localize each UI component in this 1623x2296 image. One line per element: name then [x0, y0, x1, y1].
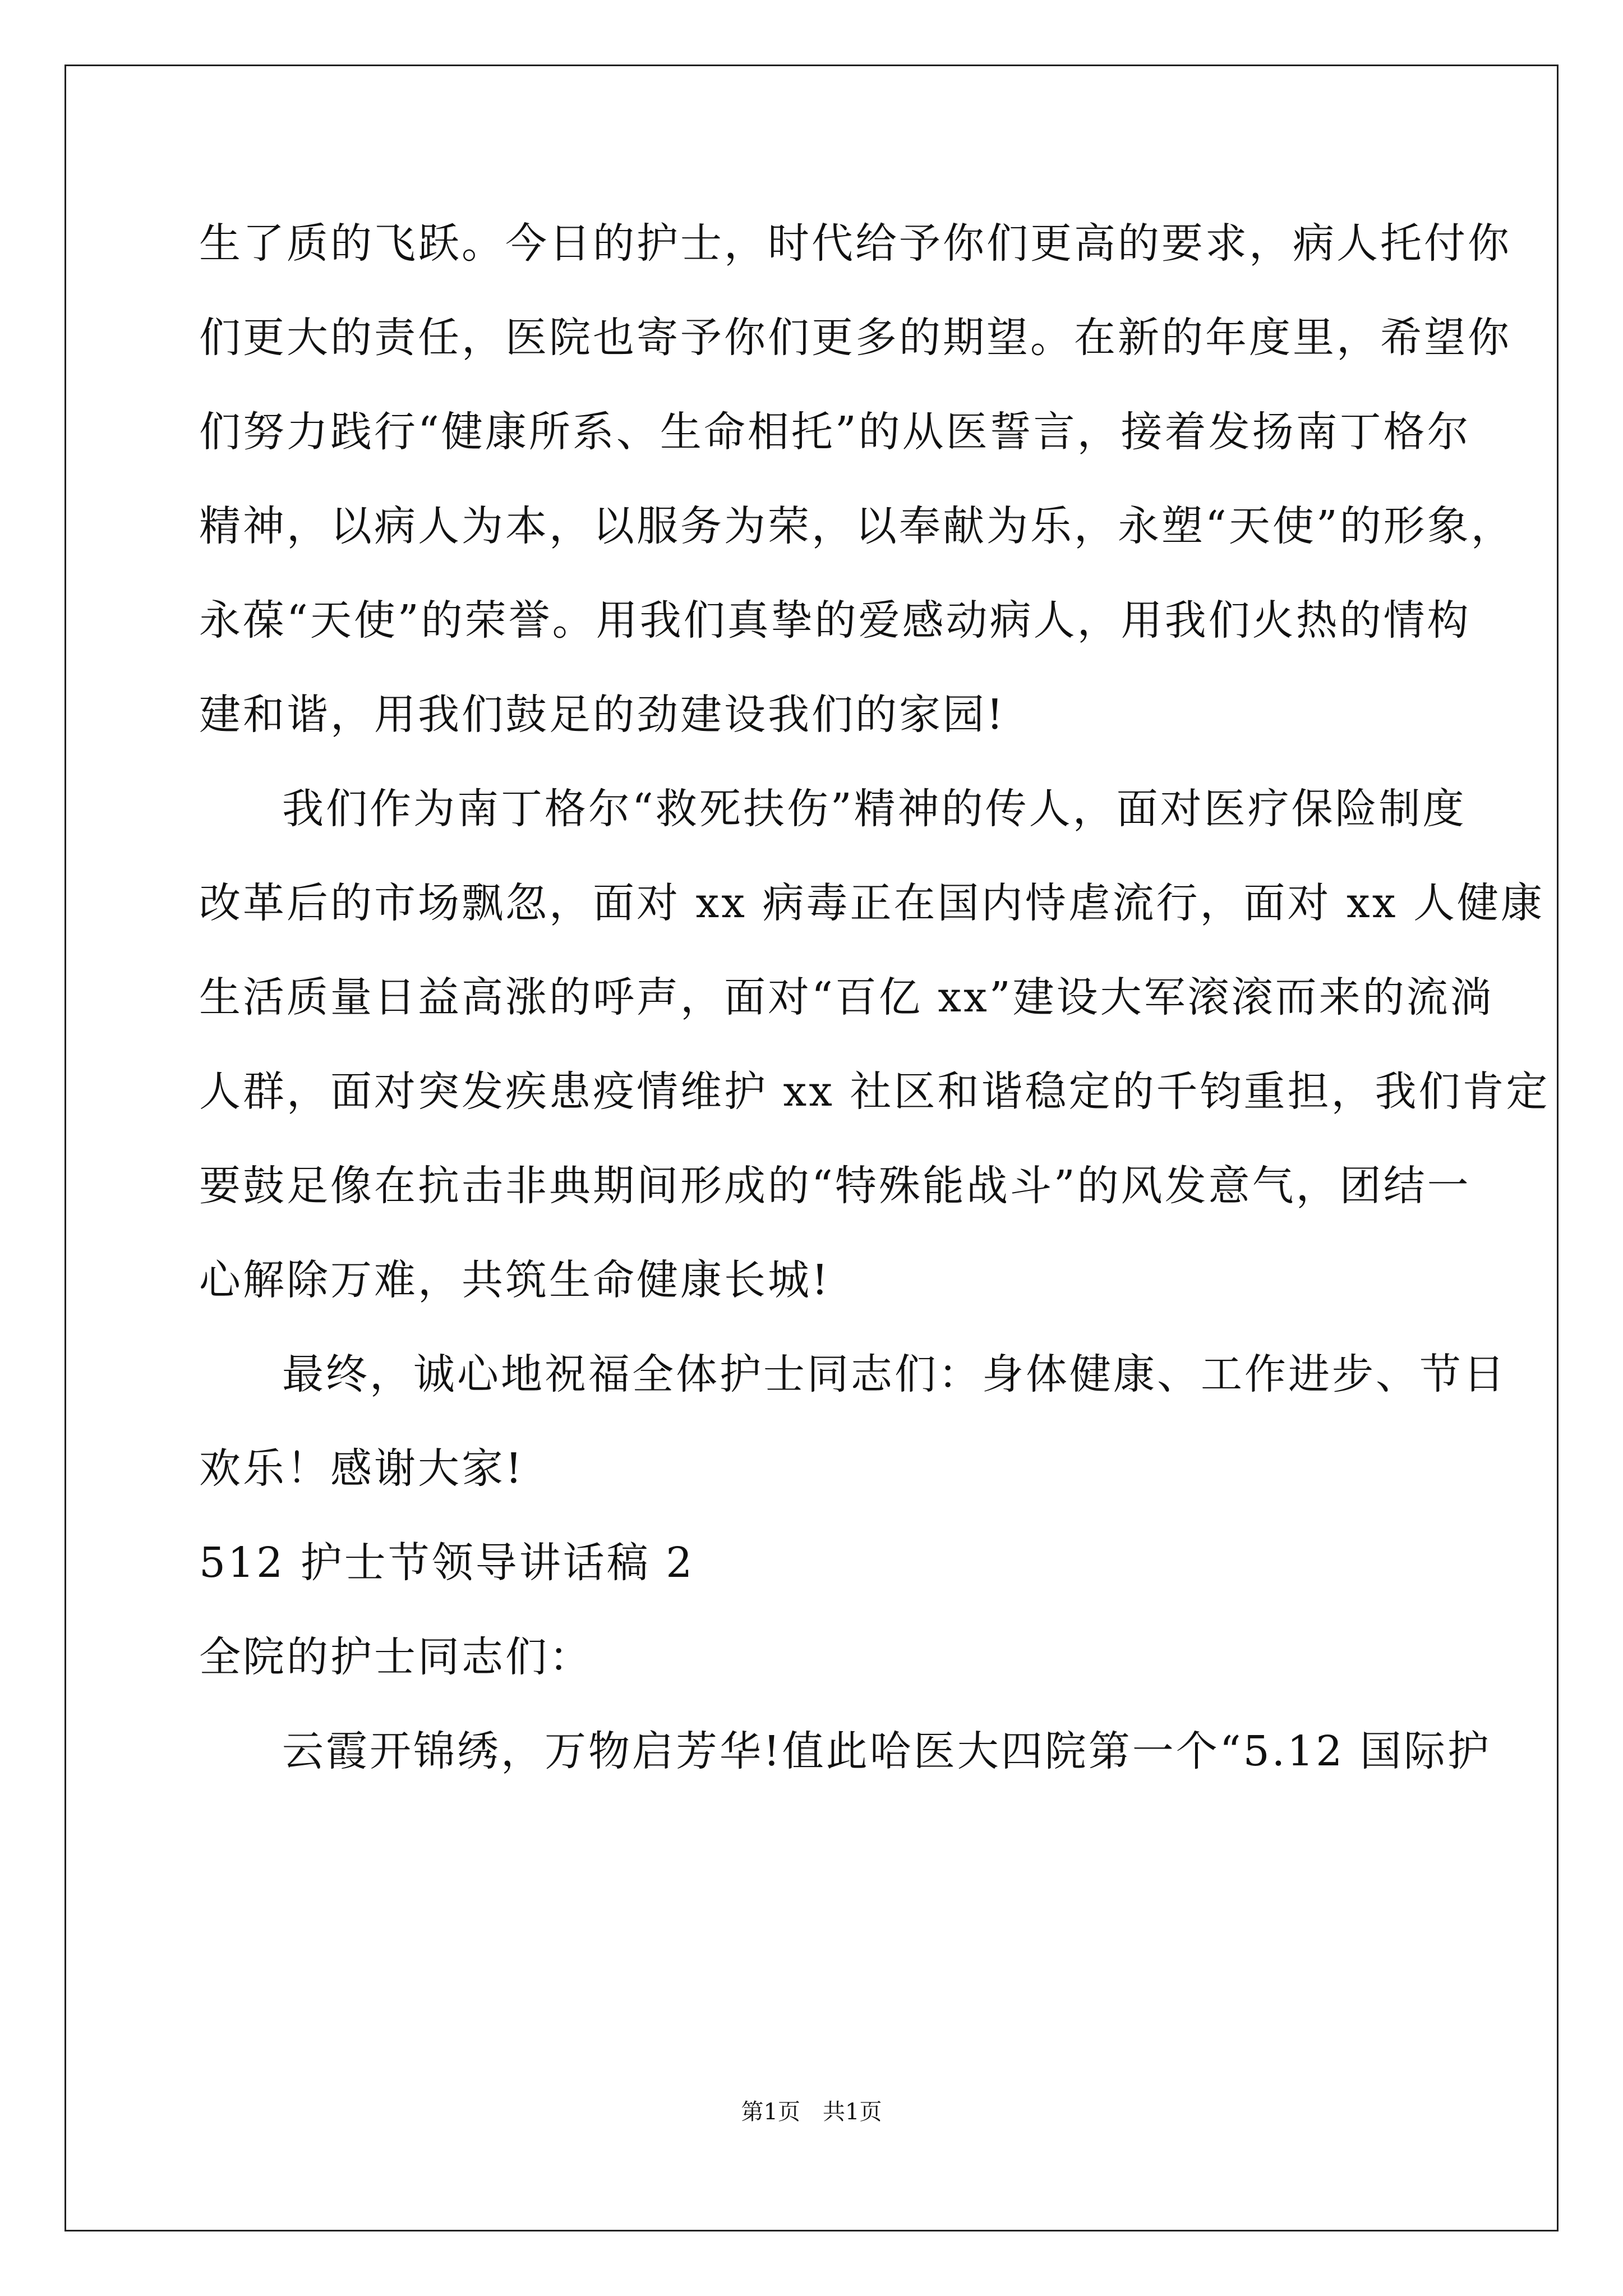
text-line: 人群，面对突发疾患疫情维护 xx 社区和谐稳定的千钧重担，我们肯定 — [199, 1068, 1550, 1116]
text-line: 们努力践行“健康所系、生命相托”的从医誓言，接着发扬南丁格尔 — [199, 408, 1471, 456]
text-line: 要鼓足像在抗击非典期间形成的“特殊能战斗”的风发意气，团结一 — [199, 1162, 1471, 1210]
document-body — [199, 196, 1550, 1798]
text-line: 们更大的责任，医院也寄予你们更多的期望。在新的年度里，希望你 — [199, 314, 1511, 362]
salutation-line: 全院的护士同志们： — [199, 1633, 593, 1681]
text-line: 心解除万难，共筑生命健康长城! — [199, 1256, 831, 1304]
paragraph-start-line: 最终，诚心地祝福全体护士同志们：身体健康、工作进步、节日 — [282, 1350, 1507, 1398]
text-line: 改革后的市场飘忽，面对 xx 病毒正在国内恃虐流行，面对 xx 人健康 — [199, 879, 1545, 927]
section-heading: 512 护士节领导讲话稿 2 — [199, 1539, 695, 1587]
text-line: 生活质量日益高涨的呼声，面对“百亿 xx”建设大军滚滚而来的流淌 — [199, 973, 1494, 1022]
text-line: 欢乐！感谢大家! — [199, 1444, 524, 1493]
text-line: 精神，以病人为本，以服务为荣，以奉献为乐，永塑“天使”的形象， — [199, 502, 1515, 550]
text-line: 永葆“天使”的荣誉。用我们真挚的爱感动病人，用我们火热的情构 — [199, 596, 1471, 645]
page-footer — [0, 2095, 1623, 2129]
text-line: 生了质的飞跃。今日的护士，时代给予你们更高的要求，病人托付你 — [199, 219, 1511, 268]
paragraph-start-line: 云霞开锦绣，万物启芳华!值此哈医大四院第一个“5.12 国际护 — [282, 1727, 1491, 1775]
page-number-current: 第1页 — [741, 2099, 800, 2125]
paragraph-start-line: 我们作为南丁格尔“救死扶伤”精神的传人，面对医疗保险制度 — [282, 785, 1467, 833]
text-line: 建和谐，用我们鼓足的劲建设我们的家园! — [199, 691, 1006, 739]
page-number-total: 共1页 — [823, 2099, 882, 2125]
